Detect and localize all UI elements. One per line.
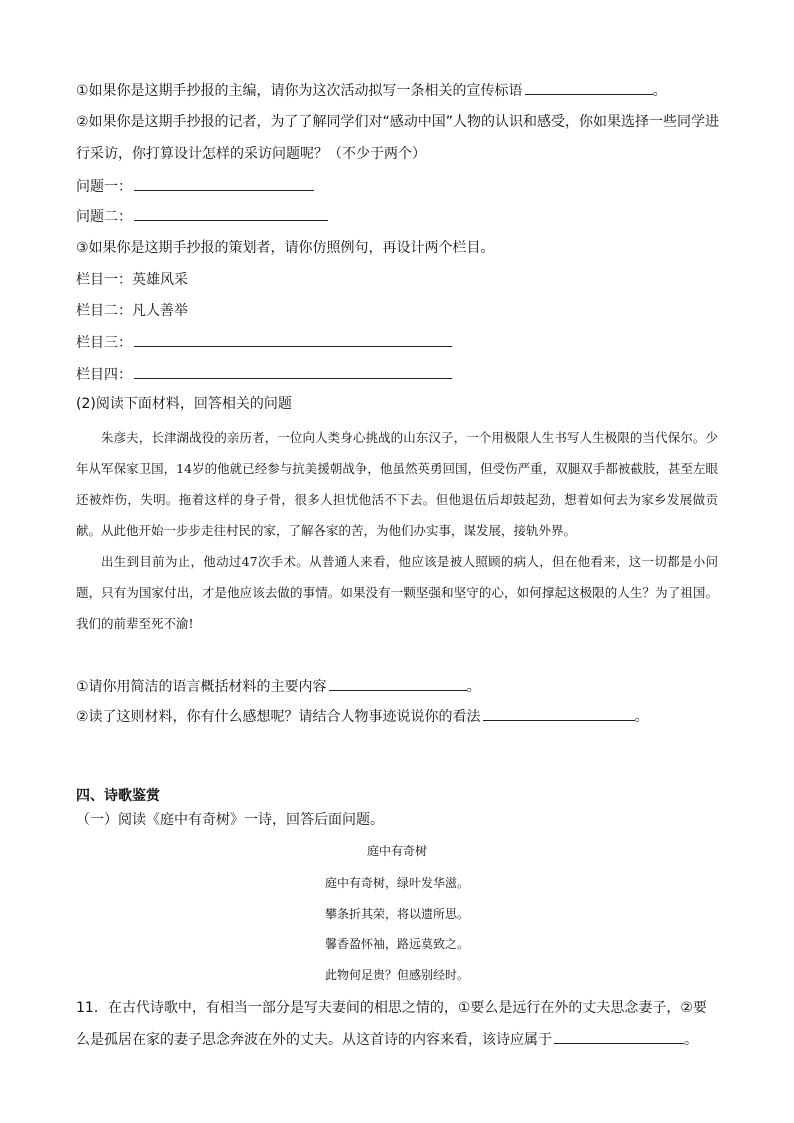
answer-blank-summary[interactable]	[329, 676, 467, 691]
column-2: 栏目二：凡人善举	[76, 303, 188, 319]
sub-question-opinion-text: ②读了这则材料，你有什么感想呢？请结合人物事迹说说你的看法	[76, 709, 481, 725]
column-4	[76, 364, 452, 385]
column-1: 栏目一：英雄风采	[76, 272, 188, 288]
interview-problem-1	[76, 176, 314, 197]
poem-line: 庭中有奇树，绿叶发华滋。	[324, 876, 469, 890]
punctuation: 。	[684, 1032, 698, 1048]
poem-intro: （一）阅读《庭中有奇树》一诗，回答后面问题。	[76, 812, 384, 828]
sub-question-summary-text: ①请你用简洁的语言概括材料的主要内容	[76, 679, 327, 695]
punctuation: 。	[466, 679, 481, 695]
answer-blank-q11[interactable]	[554, 1029, 684, 1044]
question-11-line1: 11．在古代诗歌中，有相当一部分是写夫妻间的相思之情的，①要么是远行在外的丈夫思念妻子，②要	[76, 1000, 707, 1016]
poem-line: 攀条折其荣，将以遗所思。	[324, 907, 469, 921]
passage-paragraph-2: 出生到目前为止，他动过47次手术。从普通人来看，他应该是被人照顾的病人，但在他看来，这一切都是小问题，只有为国家付出，才是他应该去做的事情。如果没有一颗坚强和坚守的心，如何撑起这极限的人生？为了祖国。我们的前辈至死不渝!	[76, 554, 718, 631]
interview-problem-2	[76, 206, 328, 227]
column-3-label: 栏目三：	[76, 335, 132, 351]
punctuation: 。	[634, 709, 649, 725]
answer-blank-column-3[interactable]	[134, 332, 452, 347]
reading-passage	[76, 422, 718, 639]
part-2-title: (2)阅读下面材料，回答相关的问题	[76, 396, 292, 412]
question-slogan-text: ①如果你是这期手抄报的主编，请你为这次活动拟写一条相关的宣传标语	[76, 83, 523, 99]
question-11-text: 么是孤居在家的妻子思念奔波在外的丈夫。从这首诗的内容来看，该诗应属于	[76, 1032, 552, 1048]
answer-blank-slogan[interactable]	[525, 80, 653, 95]
column-4-label: 栏目四：	[76, 367, 132, 383]
punctuation: 。	[652, 83, 667, 99]
poem-title: 庭中有奇树	[366, 844, 427, 858]
question-interview-line2: 行采访，你打算设计怎样的采访问题呢？（不少于两个）	[76, 146, 426, 162]
column-3	[76, 332, 452, 353]
question-slogan	[76, 80, 667, 101]
problem-1-label: 问题一：	[76, 179, 132, 195]
section-title: 四、诗歌鉴赏	[76, 788, 160, 804]
answer-blank-column-4[interactable]	[134, 364, 452, 379]
question-11-line2	[76, 1029, 698, 1050]
sub-question-summary	[76, 676, 481, 697]
question-columns: ③如果你是这期手抄报的策划者，请你仿照例句，再设计两个栏目。	[76, 240, 495, 256]
passage-paragraph-1: 朱彦夫，长津湖战役的亲历者，一位向人类身心挑战的山东汉子，一个用极限人生书写人生极限的当代保尔。少年从军保家卫国，14岁的他就已经参与抗美援朝战争，他虽然英勇回国，但受伤严重，双腿双手都被截肢，甚至左眼还被炸伤，失明。拖着这样的身子骨，很多人担忧他活不下去。但他退伍后却鼓起劲，想着如何去为家乡发展做贡献。从此他开始一步步走往村民的家，了解各家的苦，为他们办实事，谋发展，接轨外界。	[76, 430, 718, 538]
poem-line: 馨香盈怀袖，路远莫致之。	[324, 937, 469, 951]
poem-line: 此物何足贵？但感别经时。	[324, 968, 469, 982]
answer-blank-problem-2[interactable]	[134, 206, 328, 221]
problem-2-label: 问题二：	[76, 209, 132, 225]
question-interview-line1: ②如果你是这期手抄报的记者，为了了解同学们对“感动中国”人物的认识和感受，你如果选择一些同学进	[76, 114, 720, 130]
answer-blank-opinion[interactable]	[483, 706, 635, 721]
answer-blank-problem-1[interactable]	[134, 176, 314, 191]
sub-question-opinion	[76, 706, 649, 727]
